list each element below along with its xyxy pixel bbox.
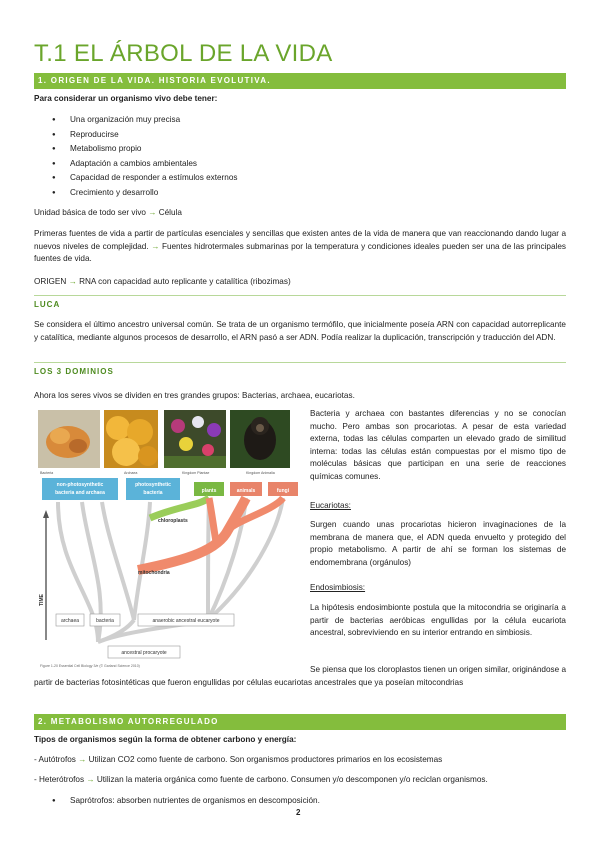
heterotrofos-label: - Heterótrofos: [34, 775, 85, 784]
fuentes-text: Primeras fuentes de vida a partir de partículas esenciales y sencillas que existen antes de la vida de manera que van reaccionando dando lugar a nuevos niveles de complejidad.: [34, 229, 566, 251]
luca-heading: LUCA: [34, 295, 566, 309]
list-item: ● Metabolismo propio: [52, 142, 238, 157]
arrow-icon: →: [151, 241, 160, 251]
endosimbiosis-heading: Endosimbiosis:: [310, 583, 366, 592]
origen-text: RNA con capacidad auto replicante y catalítica (ribozimas): [79, 277, 291, 286]
photo-label-plantae: Kingdom Plantae: [182, 471, 210, 475]
cloroplastos-paragraph: Se piensa que los cloroplastos tienen un origen similar, originándose a partir de bacterias fotosintéticas que fueron engullidas por células eucariotas ancestrales que ya poseían mitocondrias: [34, 665, 566, 687]
fuentes-paragraph: [34, 228, 566, 266]
photo-label-animalia: Kingdom Animalia: [246, 471, 275, 475]
living-criteria-list: [52, 113, 238, 201]
bacteria-label: bacteria: [96, 618, 114, 624]
section-1-heading: 1. ORIGEN DE LA VIDA. HISTORIA EVOLUTIVA.: [34, 73, 566, 89]
chloroplasts-arrow: [150, 498, 209, 518]
photosynthetic-label-2: bacteria: [143, 490, 163, 496]
plants-label: plants: [201, 488, 217, 494]
photo-label-archaea: Archaea: [124, 471, 138, 475]
animal-photo: [230, 410, 290, 468]
arrow-icon: →: [148, 208, 157, 217]
photosynthetic-label-1: photosynthetic: [135, 482, 171, 488]
archaea-label: archaea: [60, 618, 80, 624]
anaerobic-label: anaerobic ancestral eucaryote: [152, 618, 220, 624]
archaea-photo: [104, 410, 158, 468]
heterotrofos-line: [34, 774, 488, 787]
unidad-line: [34, 207, 182, 220]
fuentes-text-2: Fuentes hidrotermales submarinas por la temperatura y condiciones ideales pueden ser una de las principales fuentes de vida.: [34, 241, 566, 264]
dominios-paragraph-1: Bacteria y archaea con bastantes diferencias y no se conocían mucho. Pero ambas son procariotas. A pesar de esta variedad externa, todas las células comparten un elevado grado de similitud interna: todas las células están compuestas por el mismo tipo de moléculas básicas que participan en una serie de reacciones químicas comunes.: [310, 409, 566, 481]
non-photosynthetic-label-2: bacteria and archaea: [55, 490, 105, 496]
list-item: ● Saprótrofos: absorben nutrientes de organismos en descomposición.: [52, 794, 320, 809]
section-2-heading: 2. METABOLISMO AUTORREGULADO: [34, 714, 566, 730]
fungi-label: fungi: [276, 488, 290, 494]
figure-caption: Figure 1-20 Essential Cell Biology 3/e (© Garland Science 2010): [40, 664, 140, 668]
ancestral-label: ancestral procaryote: [121, 650, 167, 656]
non-photosynthetic-label-1: non-photosynthetic: [56, 482, 104, 488]
luca-paragraph: Se considera el último ancestro universal común. Se trata de un organismo termófilo, que inicialmente poseía ARN con capacidad autorreplicante y catalítica, mediante algunos procesos de desarrollo, el ARN pasó a ser ADN. Podía realizar la duplicación, transcripción y traducción del ADN.: [34, 320, 566, 342]
tree-of-life-figure: [38, 410, 306, 672]
arrow-icon: →: [86, 775, 95, 784]
mitochondria-label: mitochondria: [138, 570, 170, 576]
origen-label: ORIGEN: [34, 277, 67, 286]
animals-label: animals: [236, 488, 256, 494]
list-item: ● Crecimiento y desarrollo: [52, 186, 238, 201]
chloroplasts-label: chloroplasts: [158, 518, 188, 524]
autotrofos-text: Utilizan CO2 como fuente de carbono. Son organismos productores primarios en los ecosistemas: [88, 755, 443, 764]
list-item: ● Una organización muy precisa: [52, 113, 238, 128]
mitochondria-arrow: [138, 498, 246, 570]
list-item: ● Adaptación a cambios ambientales: [52, 157, 238, 172]
tree-of-life-diagram: [38, 410, 306, 672]
unidad-label: Unidad básica de todo ser vivo: [34, 208, 146, 217]
bacteria-photo: [38, 410, 100, 468]
section-2-intro: Tipos de organismos según la forma de obtener carbono y energía:: [34, 735, 297, 744]
heterotrofos-list: [52, 794, 320, 809]
list-item: ● Capacidad de responder a estímulos externos: [52, 171, 238, 186]
page-number: 2: [296, 808, 301, 817]
time-label: TIME: [39, 594, 45, 606]
origen-line: [34, 276, 291, 289]
dominios-heading: LOS 3 DOMINIOS: [34, 362, 566, 376]
arrow-icon: →: [68, 277, 77, 286]
eucariotas-heading: Eucariotas:: [310, 501, 351, 510]
autotrofos-label: - Autótrofos: [34, 755, 76, 764]
plants-photo: [164, 410, 226, 468]
unidad-value: Célula: [158, 208, 182, 217]
section-1-intro: Para considerar un organismo vivo debe tener:: [34, 94, 218, 103]
arrow-icon: →: [78, 755, 87, 764]
eucariotas-paragraph: Surgen cuando unas procariotas hicieron invaginaciones de la membrana de manera que, el ADN queda envuelto y protegido del propio metabolismo. A partir de ahí se forman los sistemas de endomembrana (orgánulos): [310, 520, 566, 567]
photo-label-bacteria: Bacteria: [40, 471, 54, 475]
time-arrow-icon: [43, 510, 49, 518]
list-item: ● Reproducirse: [52, 128, 238, 143]
autotrofos-line: [34, 754, 442, 767]
heterotrofos-text: Utilizan la materia orgánica como fuente de carbono. Consumen y/o descomponen y/o reciclan organismos.: [96, 775, 488, 784]
endosimbiosis-paragraph: La hipótesis endosimbionte postula que la mitocondria se originaría a partir de bacterias aeróbicas engullidas por la célula eucariota ancestral, sobreviviendo en su interior entrando en simbiosis.: [310, 603, 566, 638]
page-title: T.1 EL ÁRBOL DE LA VIDA: [34, 40, 333, 67]
dominios-intro: Ahora los seres vivos se dividen en tres grandes grupos: Bacterias, archaea, eucariotas.: [34, 391, 355, 400]
